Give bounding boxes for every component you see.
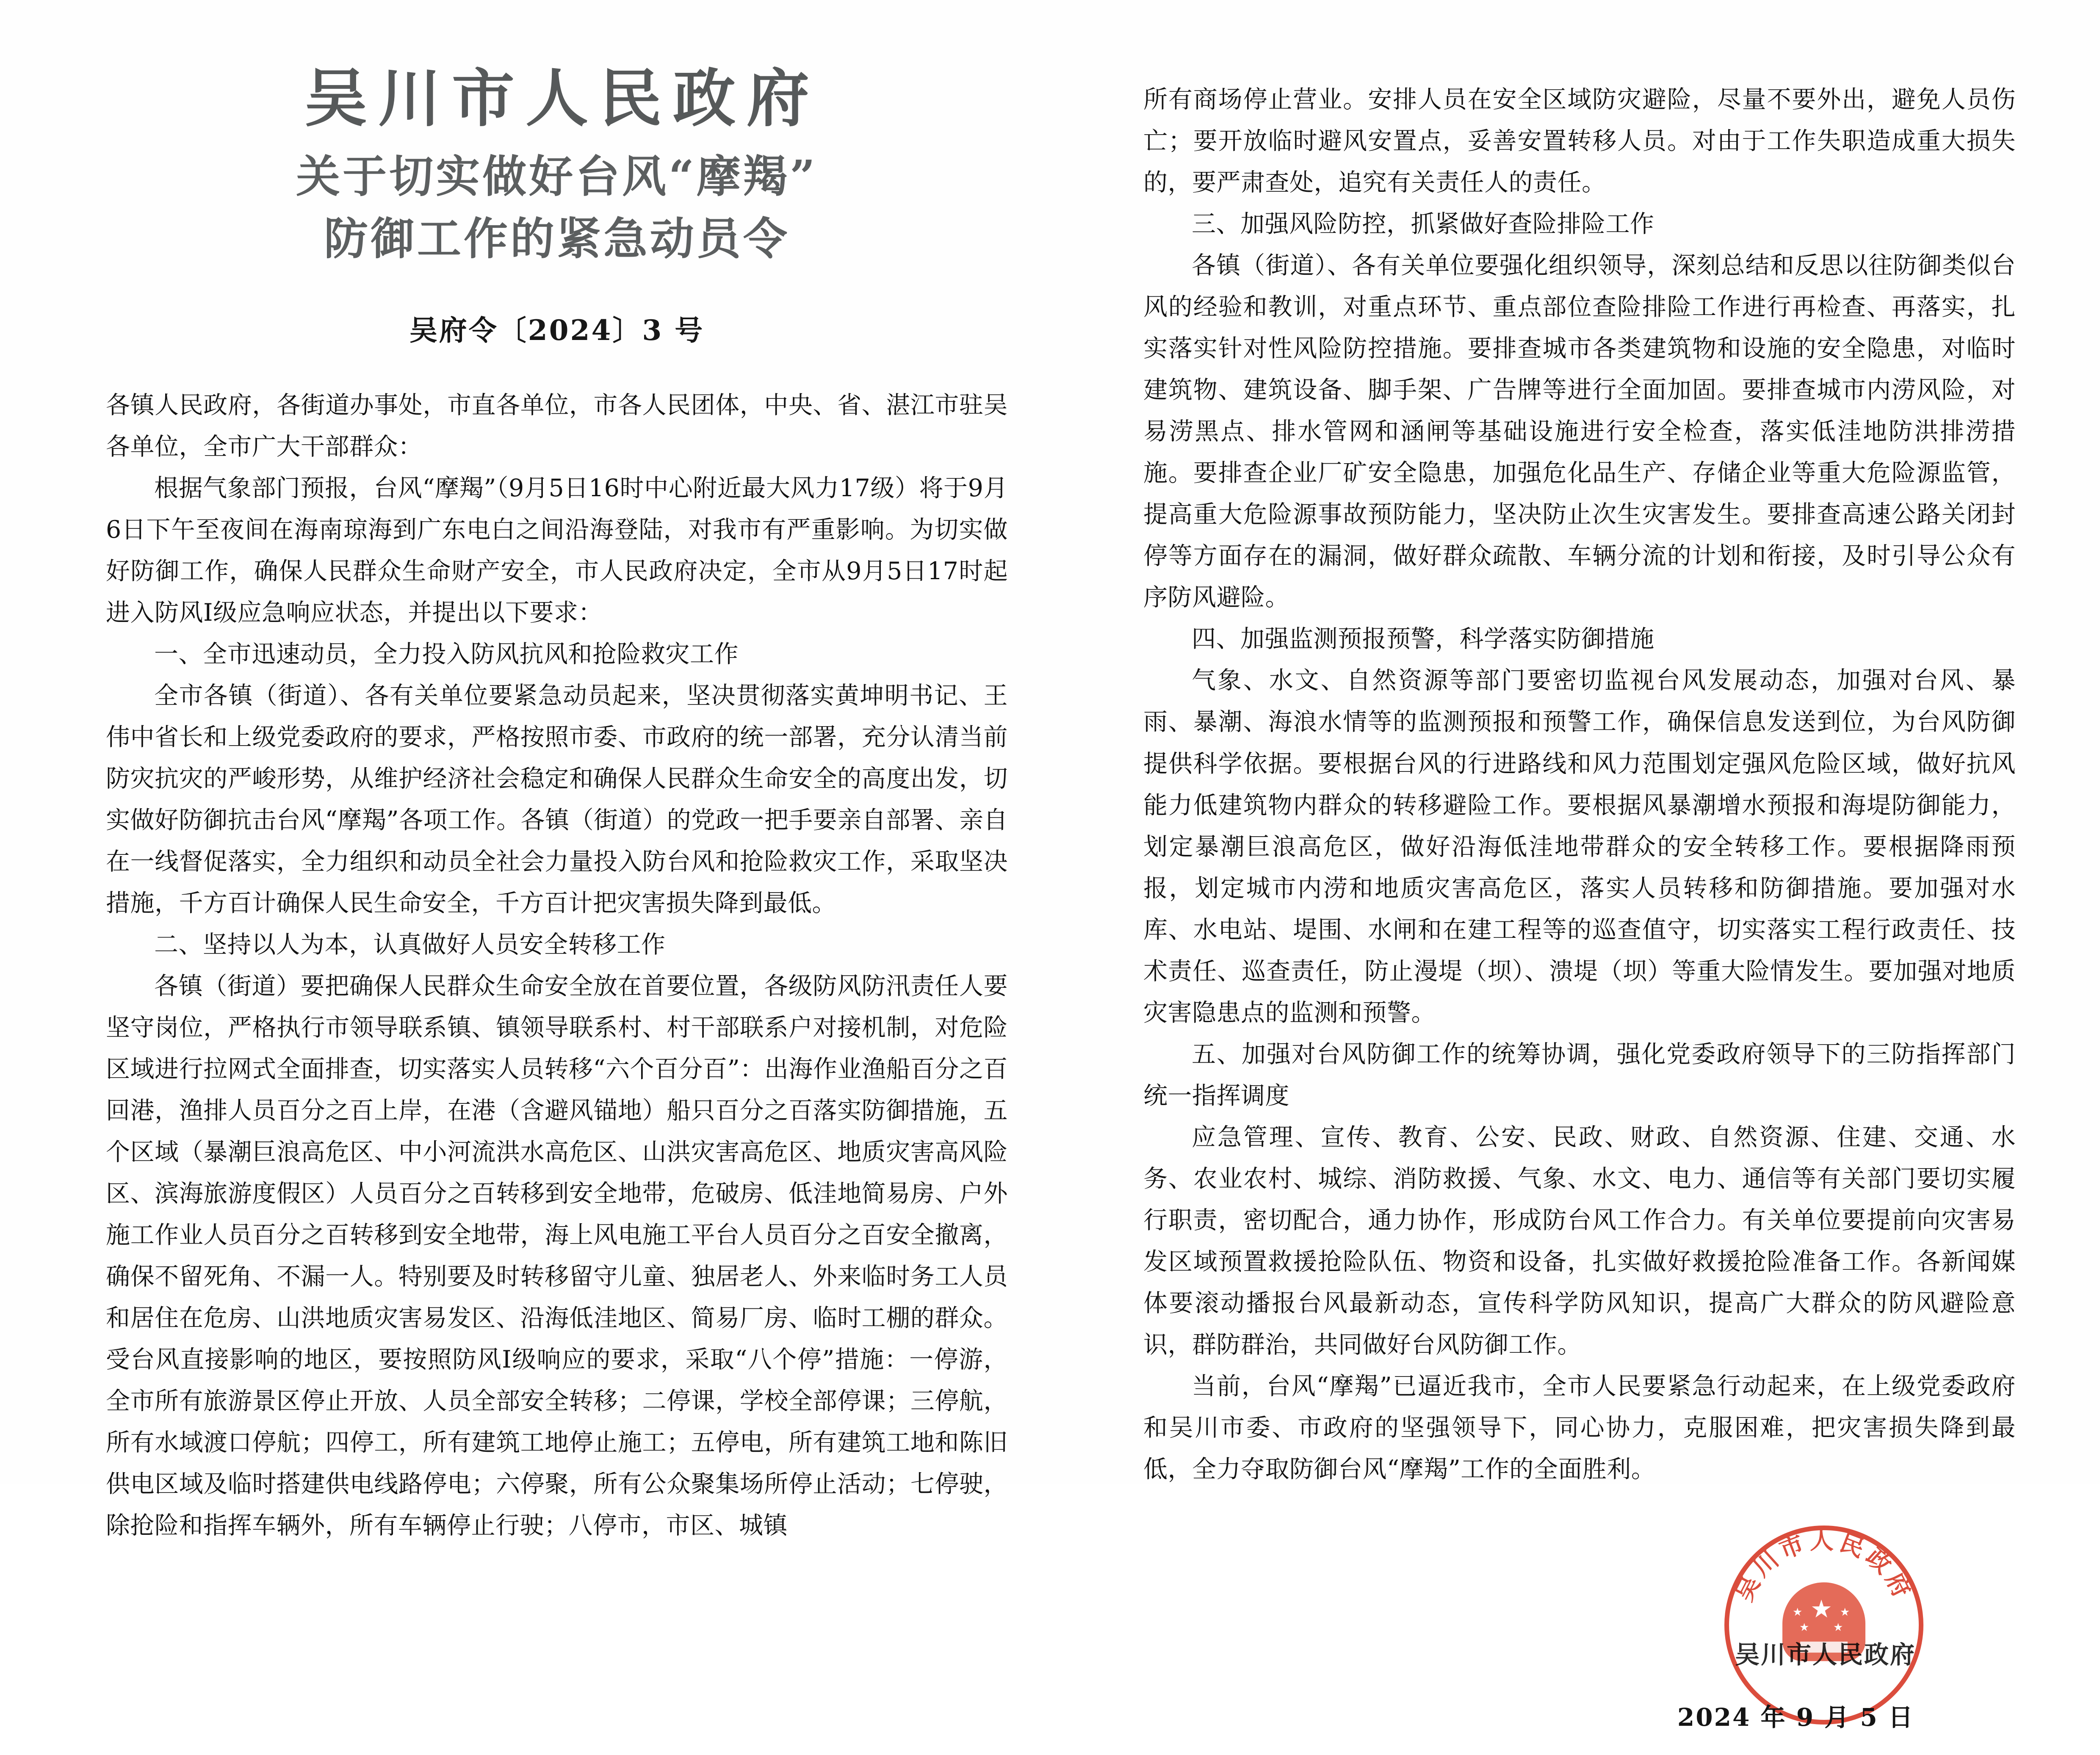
left-column xyxy=(106,0,1008,1540)
section-heading-five: 五、加强对台风防御工作的统筹协调，强化党委政府领导下的三防指挥部门统一指挥调度 xyxy=(1143,1040,2016,1110)
body-paragraph: 各镇（街道）、各有关单位要强化组织领导，深刻总结和反思以往防御类似台风的经验和教训，对重点环节、重点部位查险排险工作进行再检查、再落实，扎实落实针对性风险防控措施。要排查城市各类建筑物和设施的安全隐患，对临时建筑物、建筑设备、脚手架、广告牌等进行全面加固。要排查城市内涝风险，对易涝黑点、排水管网和涵闸等基础设施进行安全检查，落实低洼地防洪排涝措施。要排查企业厂矿安全隐患，加强危化品生产、存储企业等重大危险源监管，提高重大危险源事故预防能力，坚决防止次生灾害发生。要排查高速公路关闭封停等方面存在的漏洞，做好群众疏散、车辆分流的计划和衔接，及时引导公众有序防风避险。 xyxy=(1143,252,2016,612)
official-seal-stamp xyxy=(1724,1526,1923,1725)
section-heading-two: 二、坚持以人为本，认真做好人员安全转移工作 xyxy=(154,931,666,959)
salutation-paragraph: 各镇人民政府，各街道办事处，市直各单位，市各人民团体，中央、省、湛江市驻吴各单位，全市广大干部群众： xyxy=(106,391,1008,461)
masthead xyxy=(106,61,1008,269)
subject-line-1: 关于切实做好台风“摩羯” xyxy=(296,150,818,202)
body-paragraph: 根据气象部门预报，台风“摩羯”（9月5日16时中心附近最大风力17级）将于9月6日下午至夜间在海南琼海到广东电白之间沿海登陆，对我市有严重影响。为切实做好防御工作，确保人民群众生命财产安全，市人民政府决定，全市从9月5日17时起进入防风I级应急响应状态，并提出以下要求： xyxy=(106,474,1008,627)
section-heading-four: 四、加强监测预报预警，科学落实防御措施 xyxy=(1192,625,1655,653)
emblem-star-small: ★ xyxy=(1833,1621,1843,1634)
signature-block xyxy=(1143,1518,2016,1755)
left-body-text xyxy=(106,384,1008,1547)
body-paragraph: 气象、水文、自然资源等部门要密切监视台风发展动态，加强对台风、暴雨、暴潮、海浪水情等的监测预报和预警工作，确保信息发送到位，为台风防御提供科学依据。要根据台风的行进路线和风力范围划定强风危险区域，做好抗风能力低建筑物内群众的转移避险工作。要根据风暴潮增水预报和海堤防御能力，划定暴潮巨浪高危区，做好沿海低洼地带群众的安全转移工作。要根据降雨预报，划定城市内涝和地质灾害高危区，落实人员转移和防御措施。要加强对水库、水电站、堤围、水闸和在建工程等的巡查值守，切实落实工程行政责任、技术责任、巡查责任，防止漫堤（坝）、溃堤（坝）等重大险情发生。要加强对地质灾害隐患点的监测和预警。 xyxy=(1143,666,2016,1027)
issuing-organization-title: 吴川市人民政府 xyxy=(304,61,820,135)
section-heading-one: 一、全市迅速动员，全力投入防风抗风和抢险救灾工作 xyxy=(154,640,739,668)
emblem-star-large: ★ xyxy=(1810,1595,1832,1624)
body-paragraph: 各镇（街道）要把确保人民群众生命安全放在首要位置，各级防风防汛责任人要坚守岗位，严格执行市领导联系镇、镇领导联系村、村干部联系户对接机制，对危险区域进行拉网式全面排查，切实落实人员转移“六个百分百”：出海作业渔船百分之百回港，渔排人员百分之百上岸，在港（含避风锚地）船只百分之百落实防御措施，五个区域（暴潮巨浪高危区、中小河流洪水高危区、山洪灾害高危区、地质灾害高风险区、滨海旅游度假区）人员百分之百转移到安全地带，危破房、低洼地简易房、户外施工作业人员百分之百转移到安全地带，海上风电施工平台人员百分之百安全撤离，确保不留死角、不漏一人。特别要及时转移留守儿童、独居老人、外来临时务工人员和居住在危房、山洪地质灾害易发区、沿海低洼地区、简易厂房、临时工棚的群众。受台风直接影响的地区，要按照防风I级响应的要求，采取“八个停”措施：一停游，全市所有旅游景区停止开放、人员全部安全转移；二停课，学校全部停课；三停航，所有水域渡口停航；四停工，所有建筑工地停止施工；五停电，所有建筑工地和陈旧供电区域及临时搭建供电线路停电；六停聚，所有公众聚集场所停止活动；七停驶，除抢险和指挥车辆外，所有车辆停止行驶；八停市，市区、城镇 xyxy=(106,972,1008,1540)
body-paragraph: 应急管理、宣传、教育、公安、民政、财政、自然资源、住建、交通、水务、农业农村、城综、消防救援、气象、水文、电力、通信等有关部门要切实履行职责，密切配合，通力协作，形成防台风工作合力。有关单位要提前向灾害易发区域预置救援抢险队伍、物资和设备，扎实做好救援抢险准备工作。各新闻媒体要滚动播报台风最新动态，宣传科学防风知识，提高广大群众的防风避险意识，群防群治，共同做好台风防御工作。 xyxy=(1143,1123,2016,1359)
document-number: 吴府令〔2024〕3 号 xyxy=(409,313,705,347)
seal-arc-label: 吴川市人民政府 xyxy=(1730,1527,1918,1606)
closing-paragraph: 当前，台风“摩羯”已逼近我市，全市人民要紧急行动起来，在上级党委政府和吴川市委、市政府的坚强领导下，同心协力，克服困难，把灾害损失降到最低，全力夺取防御台风“摩羯”工作的全面胜利。 xyxy=(1143,1372,2016,1484)
body-paragraph: 全市各镇（街道）、各有关单位要紧急动员起来，坚决贯彻落实黄坤明书记、王伟中省长和上级党委政府的要求，严格按照市委、市政府的统一部署，充分认清当前防灾抗灾的严峻形势，从维护经济社会稳定和确保人民群众生命安全的高度出发，切实做好防御抗击台风“摩羯”各项工作。各镇（街道）的党政一把手要亲自部署、亲自在一线督促落实，全力组织和动员全社会力量投入防台风和抢险救灾工作，采取坚决措施，千方百计确保人民生命安全，千方百计把灾害损失降到最低。 xyxy=(106,681,1008,917)
signing-date: 2024 年 9 月 5 日 xyxy=(1677,1703,1914,1732)
right-column xyxy=(1143,0,2016,1732)
emblem-star-small: ★ xyxy=(1840,1606,1850,1619)
emblem-star-small: ★ xyxy=(1799,1621,1809,1634)
emblem-star-small: ★ xyxy=(1793,1606,1803,1619)
section-heading-three: 三、加强风险防控，抓紧做好查险排险工作 xyxy=(1192,210,1655,238)
subject-line-2: 防御工作的紧急动员令 xyxy=(324,213,790,265)
right-body-text xyxy=(1143,0,2016,1490)
signing-authority: 吴川市人民政府 xyxy=(1735,1640,1916,1669)
body-paragraph-continued: 所有商场停止营业。安排人员在安全区域防灾避险，尽量不要外出，避免人员伤亡；要开放临时避风安置点，妥善安置转移人员。对由于工作失职造成重大损失的，要严肃查处，追究有关责任人的责任。 xyxy=(1143,86,2016,197)
